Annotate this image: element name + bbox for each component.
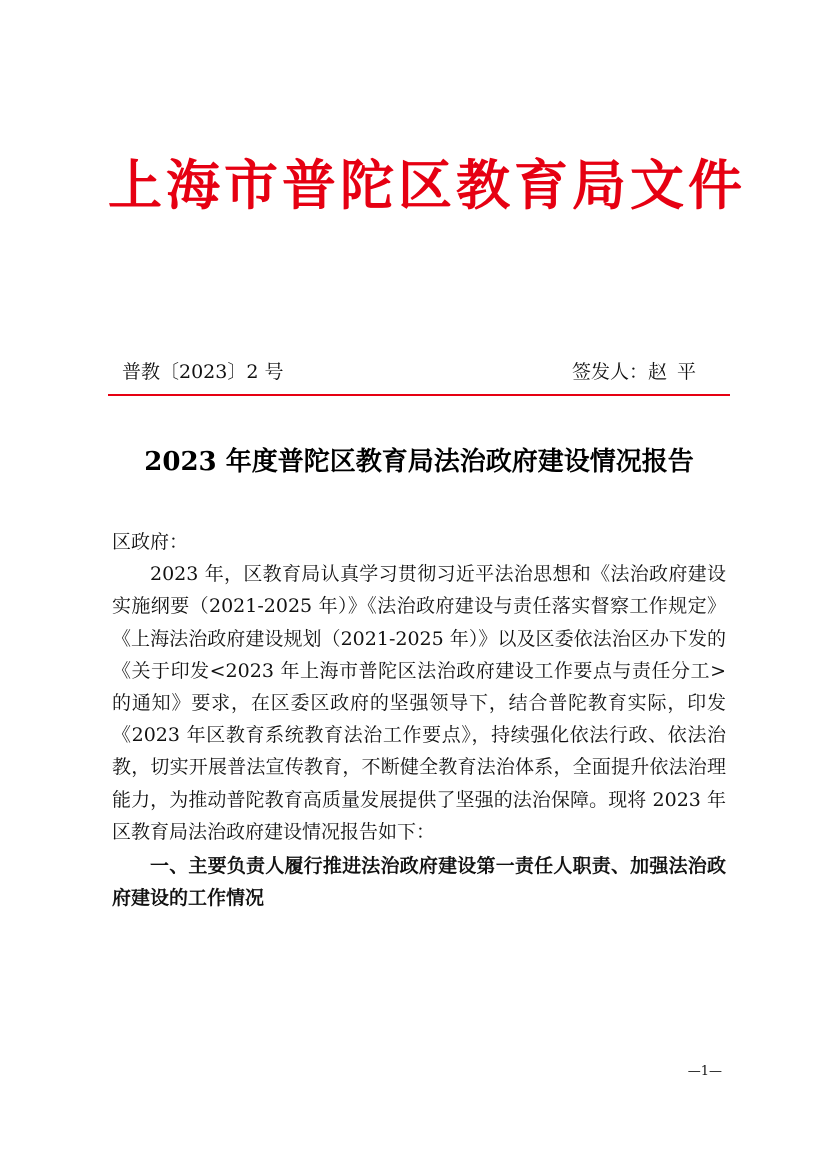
red-separator-line [108,394,730,396]
body-paragraph: 2023 年，区教育局认真学习贯彻习近平法治思想和《法治政府建设实施纲要（2021-2025 年）》《法治政府建设与责任落实督察工作规定》《上海法治政府建设规划（2021-2025 年）》以及区委依法治区办下发的《关于印发<2023 年上海市普陀区法治政府建设工作要点与责任分工>的通知》要求，在区委区政府的坚强领导下，结合普陀教育实际，印发《2023 年区教育系统教育法治工作要点》，持续强化依法行政、依法治教，切实开展普法宣传教育，不断健全教育法治体系，全面提升依法治理能力，为推动普陀教育高质量发展提供了坚强的法治保障。现将 2023 年区教育局法治政府建设情况报告如下： [112,563,726,843]
signer [572,357,706,387]
salutation: 区政府： [112,531,189,553]
section-heading: 一、主要负责人履行推进法治政府建设第一责任人职责、加强法治政府建设的工作情况 [112,855,726,910]
page-number: —1— [687,1064,722,1079]
signer-name: 赵平 [647,361,706,383]
signer-label: 签发人： [571,361,648,383]
masthead-title: 上海市普陀区教育局文件 [108,153,746,217]
document-title: 2023 年度普陀区教育局法治政府建设情况报告 [144,447,694,477]
document-number: 普教〔2023〕2 号 [122,361,284,383]
document-body [112,526,726,914]
